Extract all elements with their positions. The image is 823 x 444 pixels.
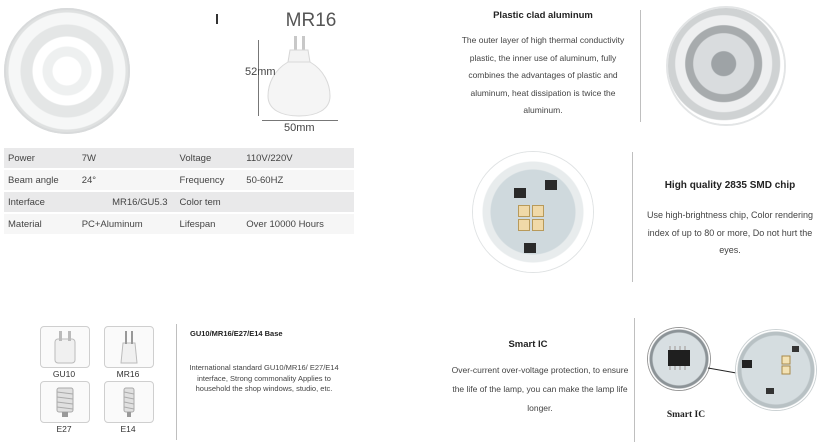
spec-row [4, 191, 354, 213]
smd-led [518, 205, 530, 217]
e14-base-icon [104, 381, 154, 423]
spec-value: Over 10000 Hours [242, 213, 354, 234]
divider [634, 318, 635, 442]
ic-board-photo [736, 330, 816, 410]
height-dimension-line [258, 40, 259, 116]
base-title: GU10/MR16/E27/E14 Base [190, 329, 283, 338]
gu10-base-icon [40, 326, 90, 368]
smart-ic-text: Over-current over-voltage protection, to ensure the life of the lamp, you can make the lamp life longer. [451, 365, 629, 413]
width-dimension: 50mm [284, 122, 315, 134]
divider [632, 152, 633, 282]
divider [176, 324, 177, 440]
spec-key: Voltage [176, 147, 243, 169]
board-chip [524, 243, 536, 253]
base-label: GU10 [52, 369, 76, 379]
width-dimension-line [262, 120, 338, 121]
spec-key: Lifespan [176, 213, 243, 234]
model-title: MR16 [285, 10, 337, 31]
spec-row [4, 213, 354, 234]
tick-mark [216, 14, 218, 24]
spec-value: 24° [78, 169, 176, 191]
spec-key: Interface [4, 191, 78, 213]
spec-value: PC+Aluminum [78, 213, 176, 234]
plastic-clad-text: The outer layer of high thermal conductivity plastic, the inner use of aluminum, fully combines the advantages of plastic and aluminum, heat dissipation is twice the aluminum. [461, 35, 625, 115]
spec-key: Material [4, 213, 78, 234]
plastic-clad-title: Plastic clad aluminum [493, 10, 593, 21]
height-dimension: 52mm [245, 66, 276, 78]
aluminum-cup-photo [668, 8, 784, 124]
spec-table [4, 146, 354, 234]
board-chip [514, 188, 526, 198]
spec-value: 50-60HZ [242, 169, 354, 191]
chip-text: Use high-brightness chip, Color rendering index of up to 80 or more, Do not hurt the eyes. [646, 210, 814, 255]
spec-value: MR16/GU5.3 [78, 191, 176, 213]
base-text: International standard GU10/MR16/ E27/E14 interface, Strong commonality Applies to household the shop windows, studio, etc. [189, 363, 339, 393]
smd-led [532, 219, 544, 231]
spec-key: Frequency [176, 169, 243, 191]
spec-value: 7W [78, 147, 176, 169]
base-label: MR16 [116, 369, 140, 379]
spec-row [4, 169, 354, 191]
smd-led [532, 205, 544, 217]
ic-zoom-photo [648, 328, 710, 390]
spec-key: Color tem [176, 191, 243, 213]
smart-ic-title: Smart IC [508, 339, 548, 350]
board-chip [545, 180, 557, 190]
smart-ic-caption: Smart IC [666, 410, 706, 420]
spec-row [4, 147, 354, 169]
mr16-base-icon [104, 326, 154, 368]
base-label: E27 [56, 424, 72, 434]
smd-led [518, 219, 530, 231]
spec-key: Power [4, 147, 78, 169]
divider [640, 10, 641, 122]
base-label: E14 [120, 424, 136, 434]
spec-value: 110V/220V [242, 147, 354, 169]
chip-title: High quality 2835 SMD chip [664, 180, 796, 191]
spec-key: Beam angle [4, 169, 78, 191]
bulb-lens-photo [4, 8, 130, 134]
spec-value [242, 191, 354, 213]
e27-base-icon [40, 381, 90, 423]
